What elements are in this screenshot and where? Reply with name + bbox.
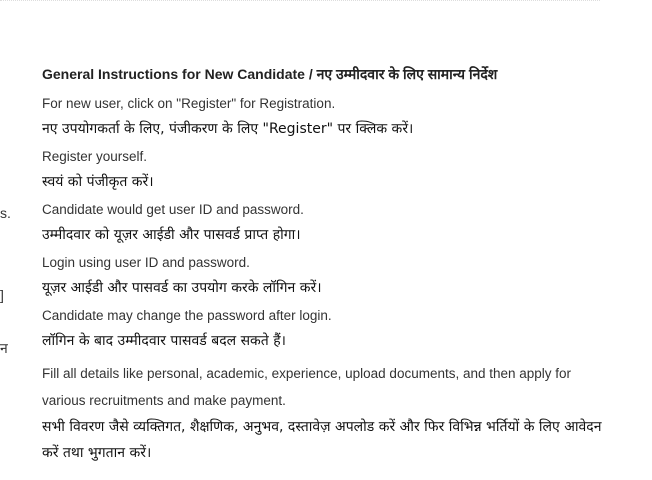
instructions-heading: General Instructions for New Candidate / नए उम्मीदवार के लिए सामान्य निर्देश (42, 66, 498, 82)
instruction-en-2: Register yourself. (42, 149, 148, 164)
top-divider (0, 0, 600, 1)
instruction-en-5: Candidate may change the password after login. (42, 308, 332, 323)
clipped-left-text-3: न (0, 340, 8, 356)
instruction-hi-3: उम्मीदवार को यूज़र आईडी और पासवर्ड प्राप्त होगा। (42, 227, 301, 243)
instruction-en-6: Fill all details like personal, academic, experience, upload documents, and then apply for various recruitments and make payment. (42, 366, 572, 408)
instruction-hi-2: स्वयं को पंजीकृत करें। (42, 174, 154, 190)
instruction-hi-4: यूज़र आईडी और पासवर्ड का उपयोग करके लॉगिन करें। (42, 280, 322, 296)
instruction-en-3: Candidate would get user ID and password. (42, 202, 304, 217)
clipped-left-text-2: ] (0, 287, 4, 303)
clipped-left-text-1: s. (0, 205, 11, 221)
instruction-en-4: Login using user ID and password. (42, 255, 250, 270)
instruction-en-1: For new user, click on "Register" for Registration. (42, 96, 336, 111)
instruction-hi-6: सभी विवरण जैसे व्यक्तिगत, शैक्षणिक, अनुभव, दस्तावेज़ अपलोड करें और फिर विभिन्न भर्तियों के लिए आवेदन करें तथा भुगतान करें। (42, 419, 602, 461)
instructions-panel (42, 62, 602, 474)
instruction-hi-1: नए उपयोगकर्ता के लिए, पंजीकरण के लिए "Register" पर क्लिक करें। (42, 121, 414, 137)
instruction-hi-5: लॉगिन के बाद उम्मीदवार पासवर्ड बदल सकते हैं। (42, 333, 286, 349)
